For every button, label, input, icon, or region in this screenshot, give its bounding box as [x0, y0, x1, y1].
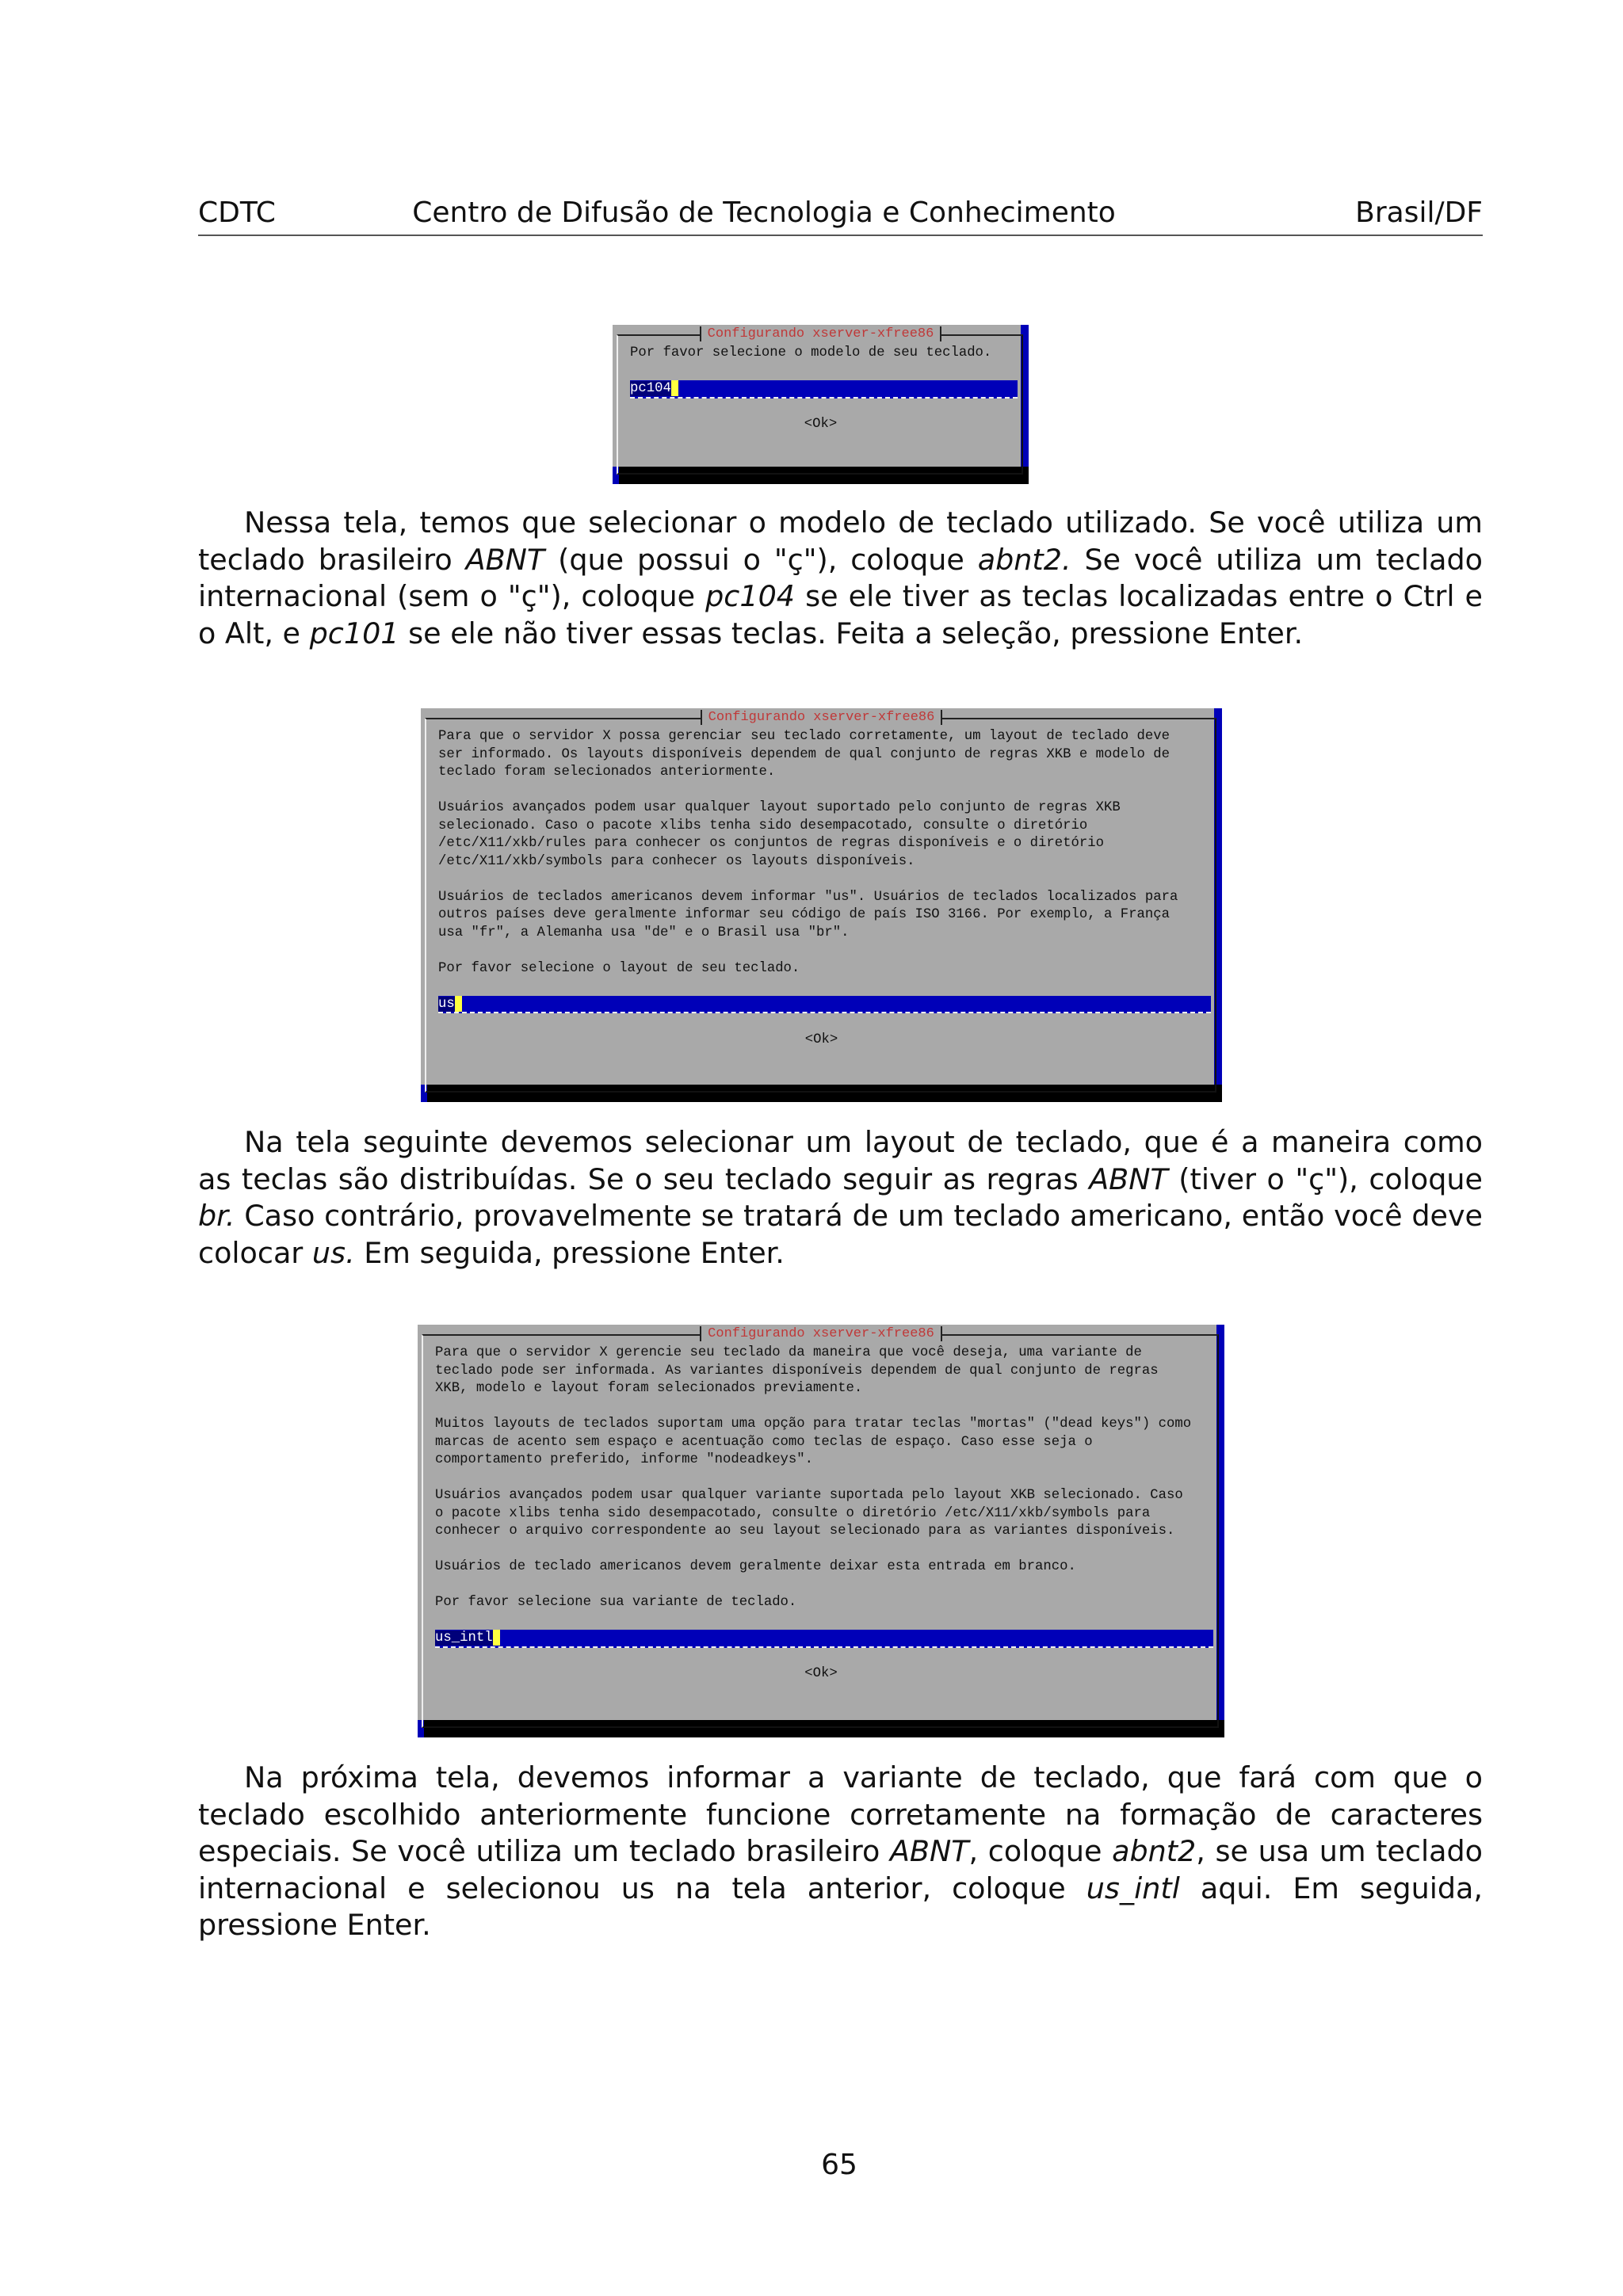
dialog-text-line — [438, 871, 1205, 889]
dialog-text-line — [438, 942, 1205, 960]
dialog-body — [438, 728, 1205, 1049]
screenshot-keyboard-model — [613, 325, 1029, 484]
paragraph-text: se ele tiver as teclas localizadas entre o Ctrl e o Alt, e — [198, 579, 1483, 650]
paragraph-text: Se você utiliza um teclado internacional (sem o "ç"), coloque — [198, 542, 1483, 613]
dialog-text-line: teclado pode ser informada. As variantes disponíveis dependem de qual conjunto de regras — [435, 1363, 1159, 1379]
paragraph-text: (tiver o "ç"), coloque — [1167, 1161, 1483, 1196]
paragraph-text: Em seguida, pressione Enter. — [354, 1235, 785, 1270]
dialog-title: Configurando xserver-xfree86 — [418, 1325, 1224, 1344]
dialog-body — [630, 345, 1011, 434]
paragraph-text: , se usa um teclado internacional e selecionou us na tela anterior, coloque — [198, 1834, 1483, 1905]
text-cursor — [455, 996, 462, 1012]
paragraph-text: se ele não tiver essas teclas. Feita a seleção, pressione Enter. — [399, 616, 1304, 650]
screenshot-keyboard-layout — [421, 708, 1222, 1102]
dialog-text-line: marcas de acento sem espaço e acentuação como teclas de espaço. Caso esse seja o — [435, 1434, 1093, 1450]
screenshot-keyboard-variant — [418, 1325, 1224, 1737]
paragraph-text: Caso contrário, provavelmente se tratará de um teclado americano, então você deve colocar — [198, 1199, 1483, 1270]
dialog-text-line: Para que o servidor X possa gerenciar seu teclado corretamente, um layout de teclado deve — [438, 729, 1170, 744]
ok-button[interactable]: <Ok> — [804, 417, 838, 432]
dialog-text-line — [435, 1398, 1207, 1417]
dialog-text-line — [438, 782, 1205, 800]
dialog-text-line — [435, 1541, 1207, 1559]
input-value: us — [438, 996, 455, 1012]
dialog-text-line — [435, 1577, 1207, 1595]
ok-button[interactable]: <Ok> — [804, 1666, 838, 1681]
paragraph-text: (que possui o "ç"), coloque — [544, 542, 978, 577]
paragraph-text: aqui. Em seguida, pressione Enter. — [198, 1871, 1484, 1942]
dialog-text-line: Usuários de teclado americanos devem geralmente deixar esta entrada em branco. — [435, 1559, 1076, 1574]
emphasis-text: ABNT — [465, 542, 545, 577]
emphasis-text: pc101 — [309, 616, 399, 650]
emphasis-text: pc104 — [705, 579, 796, 613]
text-cursor — [671, 380, 678, 396]
dialog-input-field[interactable] — [435, 1630, 1213, 1648]
dialog-text-line: outros países deve geralmente informar seu código de país ISO 3166. Por exemplo, a França — [438, 907, 1170, 922]
dialog-title: Configurando xserver-xfree86 — [613, 325, 1029, 344]
dialog-text-line — [435, 1470, 1207, 1488]
emphasis-text: abnt2 — [1112, 1834, 1197, 1868]
header-center: Centro de Difusão de Tecnologia e Conhecimento — [412, 196, 1116, 229]
ok-button[interactable]: <Ok> — [804, 1032, 838, 1047]
dialog-text-line: Usuários avançados podem usar qualquer variante suportada pelo layout XKB selecionado. Caso — [435, 1488, 1183, 1503]
dialog-text-line: Por favor selecione o layout de seu teclado. — [438, 960, 800, 976]
dialog-text-line: Usuários de teclados americanos devem informar "us". Usuários de teclados localizados para — [438, 889, 1178, 905]
emphasis-text: ABNT — [889, 1834, 969, 1868]
dialog-input-field[interactable] — [630, 380, 1018, 399]
dialog-text-line: Usuários avançados podem usar qualquer layout suportado pelo conjunto de regras XKB — [438, 800, 1121, 815]
dialog-text-line: Para que o servidor X gerencie seu teclado da maneira que você deseja, uma variante de — [435, 1345, 1142, 1360]
dialog-text-line: Por favor selecione o modelo de seu teclado. — [630, 345, 992, 360]
dialog-text-line: o pacote xlibs tenha sido desempacotado, consulte o diretório /etc/X11/xkb/symbols para — [435, 1505, 1151, 1521]
paragraph-keyboard-model — [198, 505, 1483, 652]
emphasis-text: us_intl — [1086, 1871, 1180, 1905]
text-cursor — [493, 1630, 500, 1646]
paragraph-text: Na próxima tela, devemos informar a variante de teclado, que fará com que o teclado escolhido anteriormente funcione corretamente na formação de caracteres especiais. Se você utiliza um teclado brasileiro — [198, 1760, 1483, 1868]
dialog-text-line: Muitos layouts de teclados suportam uma opção para tratar teclas "mortas" ("dead keys") como — [435, 1417, 1192, 1432]
page-number: 65 — [821, 2149, 857, 2181]
dialog-text-line: selecionado. Caso o pacote xlibs tenha sido desempacotado, consulte o diretório — [438, 818, 1088, 833]
dialog-text-line: comportamento preferido, informe "nodeadkeys". — [435, 1452, 814, 1467]
paragraph-keyboard-layout — [198, 1124, 1483, 1272]
emphasis-text: abnt2. — [977, 542, 1071, 577]
dialog-text-line: teclado foram selecionados anteriormente. — [438, 765, 776, 780]
dialog-text-line: /etc/X11/xkb/rules para conhecer os conjuntos de regras disponíveis e o diretório — [438, 836, 1105, 851]
input-value: pc104 — [630, 381, 671, 396]
emphasis-text: br. — [198, 1199, 235, 1233]
dialog-text-line: XKB, modelo e layout foram selecionados previamente. — [435, 1381, 863, 1396]
paragraph-text: Nessa tela, temos que selecionar o modelo de teclado utilizado. Se você utiliza um teclado brasileiro — [198, 505, 1483, 577]
paragraph-keyboard-variant — [198, 1760, 1483, 1944]
paragraph-text: Na tela seguinte devemos selecionar um layout de teclado, que é a maneira como as teclas são distribuídas. Se o seu teclado seguir as regras — [198, 1125, 1483, 1196]
dialog-text-line: usa "fr", a Alemanha usa "de" e o Brasil usa "br". — [438, 925, 850, 940]
header-right: Brasil/DF — [1355, 196, 1483, 229]
dialog-text-line: conhecer o arquivo correspondente ao seu layout selecionado para as variantes disponíveis. — [435, 1524, 1175, 1539]
emphasis-text: ABNT — [1089, 1161, 1168, 1196]
dialog-text-line: /etc/X11/xkb/symbols para conhecer os layouts disponíveis. — [438, 853, 915, 869]
emphasis-text: us. — [311, 1235, 355, 1270]
input-value: us_intl — [435, 1630, 493, 1646]
dialog-text-line: Por favor selecione sua variante de teclado. — [435, 1595, 797, 1610]
dialog-text-line: ser informado. Os layouts disponíveis dependem de qual conjunto de regras XKB e modelo de — [438, 746, 1170, 762]
dialog-body — [435, 1344, 1207, 1684]
header-left: CDTC — [198, 196, 276, 229]
dialog-title: Configurando xserver-xfree86 — [421, 708, 1222, 727]
dialog-input-field[interactable] — [438, 996, 1211, 1014]
header-divider — [198, 235, 1483, 236]
paragraph-text: , coloque — [968, 1834, 1113, 1868]
